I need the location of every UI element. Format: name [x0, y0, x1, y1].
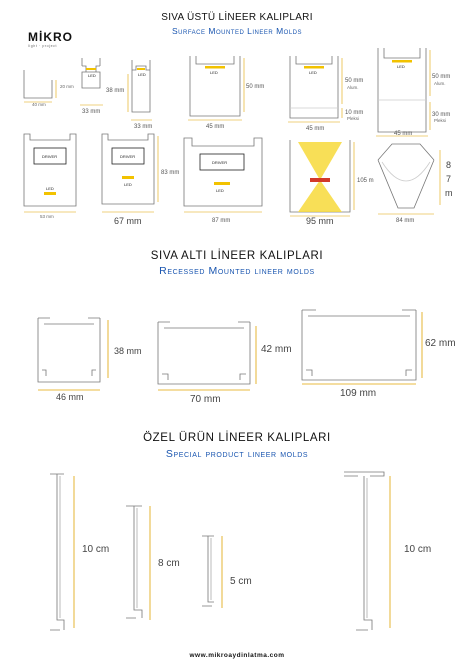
surface-subtitle: Surface Mounted Lineer Molds: [172, 26, 302, 36]
dim-label: 45 mm: [306, 126, 325, 132]
recessed-subtitle: Recessed Mounted lineer molds: [159, 265, 315, 277]
dim-label: 84 mm: [396, 218, 415, 224]
dim-label: 33 mm: [134, 124, 153, 130]
surface-profile-10: [290, 140, 354, 216]
special-profile-2: [126, 506, 150, 620]
dim-label: 67 mm: [114, 216, 142, 226]
dim-label: 5 cm: [230, 576, 252, 587]
surface-profile-1: [24, 70, 56, 102]
dim-label: m: [445, 188, 453, 198]
dim-label: 10 mm: [345, 110, 364, 116]
dim-label: 40 mm: [32, 102, 46, 107]
dim-label: 30 mm: [432, 112, 451, 118]
surface-profile-2: [80, 58, 103, 105]
dim-label: 53 mm: [40, 214, 54, 219]
surface-profile-8: [102, 134, 158, 212]
special-profile-4: [344, 472, 390, 630]
dim-label: 83 mm: [161, 170, 180, 176]
dim-label: 7: [446, 174, 452, 184]
brand-logo: MİKRO: [28, 30, 73, 44]
dim-label: 42 mm: [261, 344, 292, 355]
dim-label: 70 mm: [190, 394, 221, 405]
surface-profile-3: [128, 60, 152, 120]
recessed-profile-2: [158, 322, 256, 390]
dim-label: 20 mm: [60, 84, 74, 89]
led-label: LED: [138, 72, 146, 77]
led-label: LED: [309, 70, 317, 75]
surface-profile-4: [188, 56, 244, 120]
dim-label: 45 mm: [206, 124, 225, 130]
dim-label: 45 mm: [394, 131, 413, 137]
dim-label: 8: [446, 160, 452, 170]
recessed-profile-3: [302, 310, 422, 384]
dim-label: 46 mm: [56, 392, 84, 402]
note-label: Pleksi: [347, 116, 360, 121]
dim-label: 10 cm: [82, 544, 110, 555]
special-subtitle: Special product lineer molds: [165, 448, 309, 460]
special-profile-1: [50, 474, 74, 630]
special-title: ÖZEL ÜRÜN LİNEER KALIPLARI: [143, 432, 331, 444]
surface-title: SIVA ÜSTÜ LİNEER KALIPLARI: [161, 12, 313, 23]
note-label: Pleksi: [434, 118, 447, 123]
dim-label: 10 cm: [404, 544, 432, 555]
surface-profile-11: [378, 144, 440, 214]
dim-label: 95 mm: [306, 216, 334, 226]
driver-label: DRIVER: [212, 160, 228, 165]
dim-label: 87 mm: [212, 218, 231, 224]
surface-profile-5: [288, 56, 342, 122]
dim-label: 105 m: [357, 178, 374, 184]
led-label: LED: [88, 73, 96, 78]
driver-label: DRIVER: [42, 154, 58, 159]
surface-profile-9: [184, 138, 262, 212]
led-label: LED: [397, 64, 405, 69]
brand-tagline: light · project: [28, 44, 58, 48]
dim-label: 109 mm: [340, 388, 377, 399]
dim-label: 38 mm: [114, 346, 142, 356]
recessed-profile-1: [38, 318, 108, 390]
surface-profile-6: [376, 48, 430, 136]
note-label: Alum.: [347, 85, 359, 90]
surface-profile-7: [24, 134, 76, 212]
note-label: Alum.: [434, 81, 446, 86]
dim-label: 8 cm: [158, 558, 180, 569]
recessed-title: SIVA ALTI LİNEER KALIPLARI: [150, 250, 324, 262]
dim-label: 50 mm: [246, 84, 265, 90]
dim-label: 38 mm: [106, 88, 125, 94]
dim-label: 50 mm: [345, 78, 364, 84]
led-label: LED: [124, 182, 132, 187]
led-label: LED: [46, 186, 54, 191]
led-label: LED: [210, 70, 218, 75]
dim-label: 50 mm: [432, 74, 451, 80]
driver-label: DRIVER: [120, 154, 136, 159]
led-label: LED: [216, 188, 224, 193]
dim-label: 33 mm: [82, 109, 101, 115]
footer-url: www.mikroaydinlatma.com: [189, 652, 285, 659]
dim-label: 62 mm: [425, 338, 456, 349]
special-profile-3: [202, 536, 222, 608]
